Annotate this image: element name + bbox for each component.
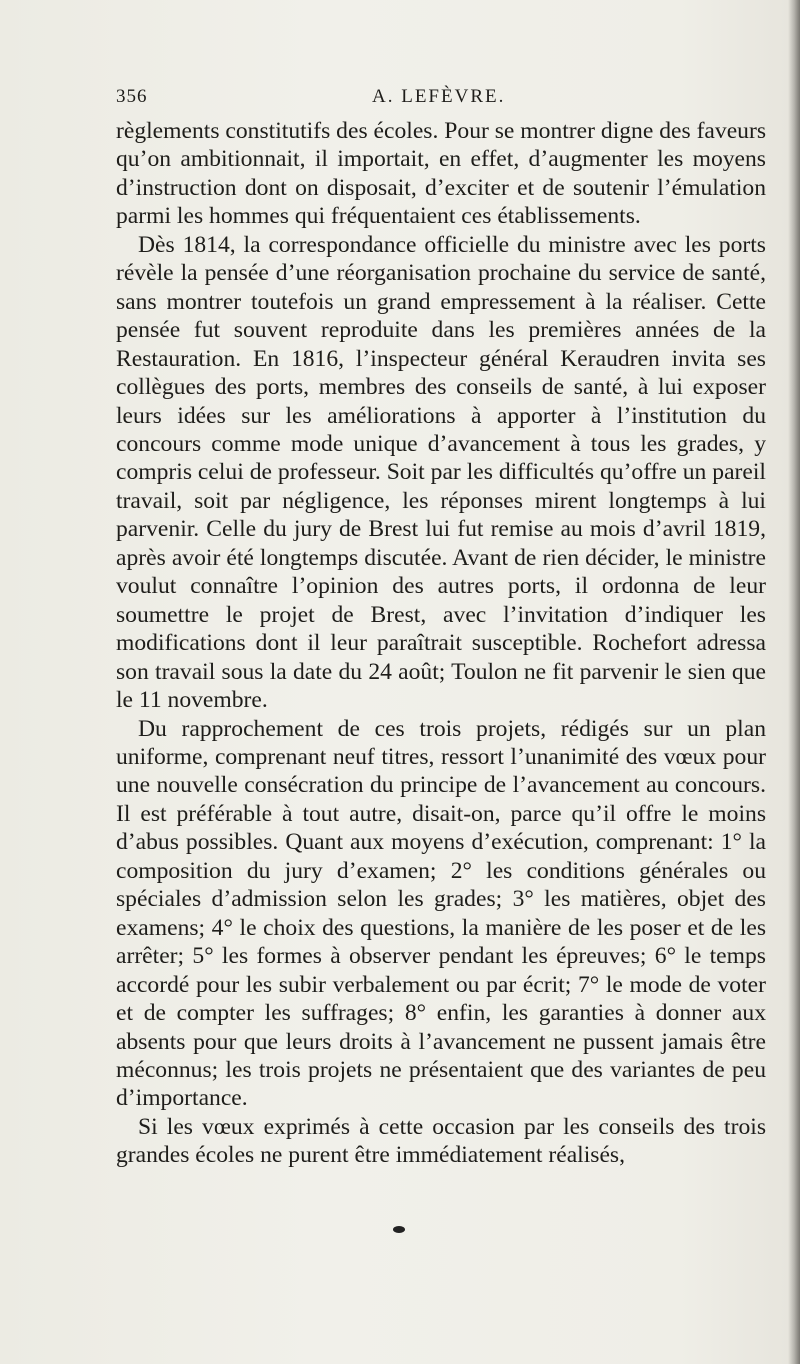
page-edge-shadow [788,0,800,1364]
paragraph-2: Dès 1814, la correspondance officielle du ministre avec les ports révèle la pensée d’une réorganisation prochaine du service de santé, sans montrer toutefois un grand empressement à la réaliser. Cette pensée fut souvent reproduite dans les premières années de la Restauration. En 1816, l’inspecteur général Keraudren invita ses collègues des ports, membres des conseils de santé, à lui exposer leurs idées sur les améliorations à apporter à l’institution du concours comme mode unique d’avancement à tous les grades, y compris celui de professeur. Soit par les difficultés qu’offre un pareil travail, soit par négligence, les réponses mirent longtemps à lui parvenir. Celle du jury de Brest lui fut remise au mois d’avril 1819, après avoir été longtemps discutée. Avant de rien décider, le ministre voulut connaître l’opinion des autres ports, il ordonna de leur soumettre le projet de Brest, avec l’invitation d’indiquer les modifications dont il leur paraîtrait susceptible. Rochefort adressa son travail sous la date du 24 août; Toulon ne fit parvenir le sien que le 11 novembre. [116,231,766,714]
body-text [116,117,766,1170]
page-number: 356 [116,86,148,107]
paragraph-1: règlements constitutifs des écoles. Pour se montrer digne des faveurs qu’on ambitionnait, il importait, en effet, d’augmenter les moyens d’instruction dont on disposait, d’exciter et de soutenir l’émulation parmi les hommes qui fréquentaient ces établissements. [116,118,766,230]
ink-speck [393,1226,405,1233]
paragraph-3: Du rapprochement de ces trois projets, rédigés sur un plan uniforme, comprenant neuf titres, ressort l’unanimité des vœux pour une nouvelle consécration du principe de l’avancement au concours. Il est préférable à tout autre, disait-on, parce qu’il offre le moins d’abus possibles. Quant aux moyens d’exécution, comprenant: 1° la composition du jury d’examen; 2° les conditions générales ou spéciales d’admission selon les grades; 3° les matières, objet des examens; 4° le choix des questions, la manière de les poser et de les arrêter; 5° les formes à observer pendant les épreuves; 6° le temps accordé pour les subir verbalement ou par écrit; 7° le mode de voter et de compter les suffrages; 8° enfin, les garanties à donner aux absents pour que leurs droits à l’avancement ne pussent jamais être méconnus; les trois projets ne présentaient que des variantes de peu d’importance. [116,715,766,1112]
paragraph-4: Si les vœux exprimés à cette occasion par les conseils des trois grandes écoles ne purent être immédiatement réalisés, [116,1113,766,1169]
page-header [116,86,766,112]
running-head: A. LEFÈVRE. [372,86,506,107]
